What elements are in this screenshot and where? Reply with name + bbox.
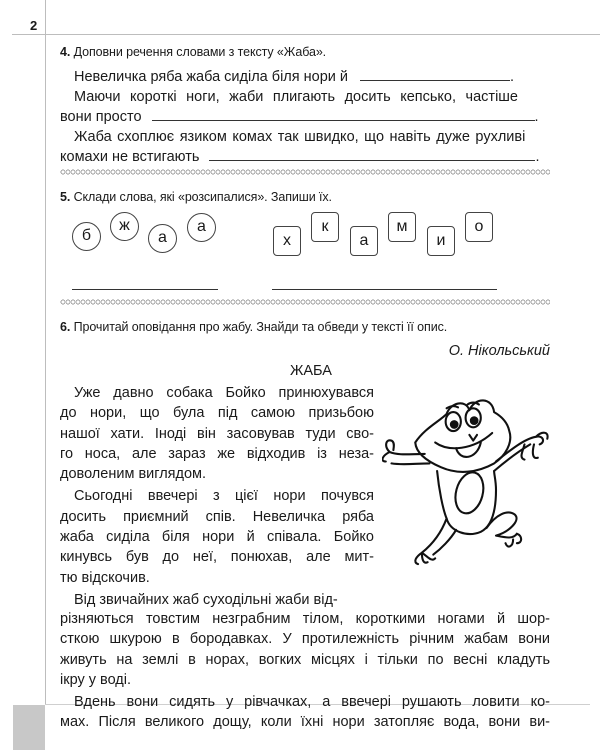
- section-divider: [60, 299, 550, 305]
- story-line: Сьогодні ввечері з цієї нори почувся: [74, 488, 374, 505]
- task-5-title: [60, 190, 332, 204]
- sentence-2-cont: вони просто .: [60, 109, 539, 125]
- answer-blank-2[interactable]: [152, 108, 535, 121]
- story-line: до нори, що була під самою призьбою: [60, 405, 374, 422]
- letter-box: х: [273, 226, 301, 256]
- sentence-1: Невеличка ряба жаба сиділа біля нори й .: [74, 69, 515, 85]
- story-line: го носа, але зараз же відходив із неза-: [60, 445, 374, 462]
- sentence-3-cont: комахи не встигають .: [60, 149, 540, 165]
- story-author: О. Нікольський: [448, 343, 550, 359]
- letter-box: к: [311, 212, 339, 242]
- task-4-title: [60, 45, 326, 59]
- task-4-sentences: [60, 67, 550, 167]
- story-line: різняються товстим незграбним тілом, короткими ногами й шор-: [60, 611, 550, 627]
- task-5-number: 5.: [60, 190, 71, 204]
- corner-block: [13, 705, 45, 750]
- task-5-instruction: Склади слова, які «розсипалися». Запиши їх.: [73, 190, 332, 204]
- story-title: ЖАБА: [290, 363, 332, 379]
- task-6-number: 6.: [60, 320, 71, 334]
- margin-line: [45, 0, 46, 705]
- story-line: сткою шкурою в бородавках. У протилежність річним жабам вони: [60, 631, 550, 648]
- answer-blank-3[interactable]: [209, 148, 535, 161]
- answer-line-word-1[interactable]: [72, 289, 218, 290]
- sentence-3: Жаба схоплює язиком комах так швидко, що навіть дуже рухливі: [74, 129, 526, 145]
- story-line: тю відскочив.: [60, 569, 150, 586]
- letter-box: и: [427, 226, 455, 256]
- story-line: живуть на землі в норах, вогких місцях і тільки по весні кладуть: [60, 651, 550, 668]
- story-line: доволеним виглядом.: [60, 466, 207, 483]
- letter-circle: б: [72, 222, 101, 251]
- story-line: жаба сиділа біля нори й співала. Бойко: [60, 529, 374, 546]
- letter-circle: а: [148, 224, 177, 253]
- letter-box: м: [388, 212, 416, 242]
- task-6-instruction: Прочитай оповідання про жабу. Знайди та обведи у тексті її опис.: [73, 320, 448, 334]
- section-divider: [60, 169, 550, 175]
- frog-illustration: [382, 376, 572, 566]
- story-line: Вдень вони сидять у рівчачках, а ввечері рушають ловити ко-: [74, 694, 550, 711]
- sentence-2: Маючи короткі ноги, жаби плигають досить кепсько, частіше: [74, 89, 518, 105]
- story-line: нашої хати. Іноді він засовував туди сво-: [60, 425, 374, 442]
- letter-box: о: [465, 212, 493, 242]
- letter-circle: ж: [110, 212, 139, 241]
- story-line: кинувсь був до неї, понюхав, але мит-: [60, 549, 374, 566]
- story-text-wide: [60, 609, 550, 733]
- task-4-instruction: Доповни речення словами з тексту «Жаба».: [73, 45, 327, 59]
- story-line: ікру у воді.: [60, 671, 132, 688]
- story-text-narrow: [60, 383, 374, 610]
- story-line: Від звичайних жаб суходільні жаби від-: [74, 591, 338, 608]
- answer-blank-1[interactable]: [360, 68, 510, 81]
- task-6-title: [60, 320, 447, 334]
- letter-box: а: [350, 226, 378, 256]
- header-rule: [12, 34, 600, 35]
- story-line: Уже давно собака Бойко принюхувався: [74, 385, 374, 401]
- answer-line-word-2[interactable]: [272, 289, 497, 290]
- story-line: досить приємний спів. Невеличка ряба: [60, 508, 374, 525]
- page-number: 2: [30, 18, 38, 33]
- letter-circle: а: [187, 213, 216, 242]
- story-line: мах. Після великого дощу, коли їхні нори затопляє вода, вони ви-: [60, 714, 550, 731]
- task-4-number: 4.: [60, 45, 71, 59]
